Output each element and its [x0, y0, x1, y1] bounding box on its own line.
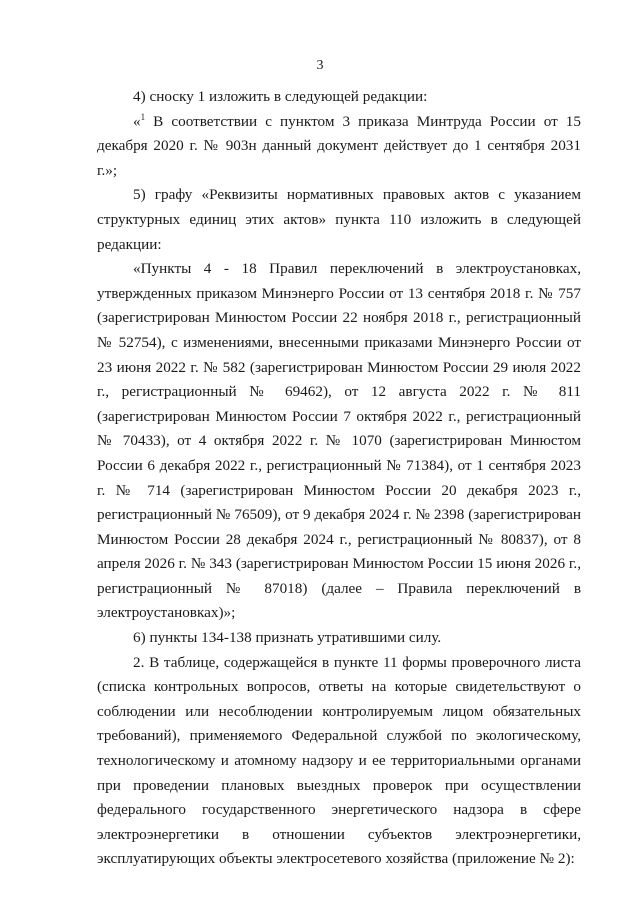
- paragraph-footnote-text: [97, 110, 581, 184]
- footnote-marker: 1: [140, 111, 146, 122]
- paragraph-rules-references: [97, 257, 581, 626]
- paragraph-column-instruction: [97, 183, 581, 257]
- page-number: 3: [316, 58, 324, 73]
- paragraph-table-instruction: [97, 651, 581, 872]
- paragraph-text: 6) пункты 134-138 признать утратившими силу.: [133, 629, 442, 647]
- quote-open: «: [133, 112, 141, 130]
- paragraph-text: 5) графу «Реквизиты нормативных правовых актов с указанием структурных единиц этих актов» пункта 110 изложить в следующей редакции:: [97, 186, 581, 253]
- paragraph-text: «Пункты 4 - 18 Правил переключений в электроустановках, утвержденных приказом Минэнерго России от 13 сентября 2018 г. № 757 (зарегистрирован Минюстом России 22 ноября 2018 г., регистрационный № 52754), с изменениями, внесенными приказами Минэнерго России от 23 июня 2022 г. № 582 (зарегистрирован Минюстом России 29 июля 2022 г., регистрационный № 69462), от 12 августа 2022 г. № 811 (зарегистрирован Минюстом России 7 октября 2022 г., регистрационный № 70433), от 4 октября 2022 г. № 1070 (зарегистрирован Минюстом России 6 декабря 2022 г., регистрационный № 71384), от 1 сентября 2023 г. № 714 (зарегистрирован Минюстом России 20 декабря 2023 г., регистрационный № 76509), от 9 декабря 2024 г. № 2398 (зарегистрирован Минюстом России 28 декабря 2024 г., регистрационный № 80837), от 8 апреля 2026 г. № 343 (зарегистрирован Минюстом России 15 июня 2026 г., регистрационный № 87018) (далее – Правила переключений в электроустановках)»;: [97, 260, 581, 622]
- document-body: [97, 85, 581, 872]
- paragraph-text: 2. В таблице, содержащейся в пункте 11 формы проверочного листа (списка контрольных вопросов, ответы на которые свидетельствуют о соблюдении или несоблюдении контролируемым лицом обязательных требований), применяемого Федеральной службой по экологическому, технологическому и атомному надзору и ее территориальными органами при проведении плановых выездных проверок при осуществлении федерального государственного энергетического надзора в сфере электроэнергетики в отношении субъектов электроэнергетики, эксплуатирующих объекты электросетевого хозяйства (приложение № 2):: [97, 653, 581, 868]
- paragraph-footnote-instruction: [97, 85, 581, 110]
- paragraph-text: 4) сноску 1 изложить в следующей редакции:: [133, 88, 428, 105]
- paragraph-repeal: [97, 626, 581, 651]
- paragraph-text: В соответствии с пунктом 3 приказа Минтруда России от 15 декабря 2020 г. № 903н данный документ действует до 1 сентября 2031 г.»;: [97, 112, 581, 179]
